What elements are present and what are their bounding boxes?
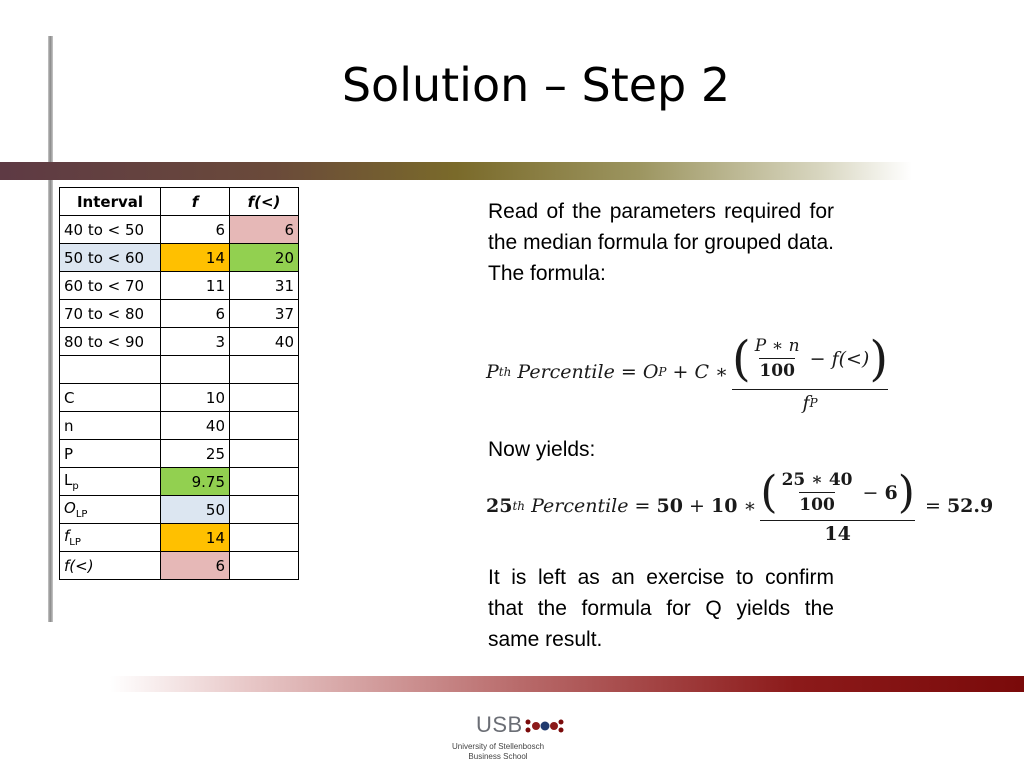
cell-fcum: 31 (230, 272, 299, 300)
cell-f: 14 (161, 244, 230, 272)
cell-empty (230, 524, 299, 552)
param-symbol: L (64, 471, 73, 489)
param-value: 6 (161, 552, 230, 580)
param-label (60, 496, 161, 524)
frequency-table (59, 187, 299, 580)
formula-c: C (694, 361, 710, 383)
formula-denominator: 14 (760, 520, 915, 545)
left-paren: ( (732, 330, 751, 387)
param-label: C (60, 384, 161, 412)
header-f: f (161, 188, 230, 216)
param-symbol: O (64, 499, 76, 517)
num-times: ∗ (771, 336, 784, 356)
param-row-olp (60, 496, 299, 524)
formula-c-value: 10 (710, 495, 738, 517)
param-symbol: f (64, 527, 70, 545)
cell-interval: 80 to < 90 (60, 328, 161, 356)
param-value: 14 (161, 524, 230, 552)
formula-inner-fraction (782, 470, 853, 515)
num-minus: − (809, 347, 826, 370)
title-divider-stripe (0, 162, 912, 180)
cell-f: 6 (161, 216, 230, 244)
num-p: P (754, 336, 767, 356)
num-6: 6 (884, 481, 898, 504)
den-f: f (802, 391, 810, 414)
cell-empty (161, 356, 230, 384)
cell-empty (230, 468, 299, 496)
param-row-fcum (60, 552, 299, 580)
cell-empty (230, 552, 299, 580)
logo-line-1: University of Stellenbosch (451, 742, 545, 751)
right-paren: ) (897, 467, 915, 518)
formula-equals-2: = (924, 495, 941, 517)
num-minus: − (862, 481, 879, 504)
cell-empty (60, 356, 161, 384)
formula-numerator (732, 331, 888, 389)
percentile-formula-specific (486, 466, 994, 546)
slide-title: Solution – Step 2 (341, 58, 731, 112)
formula-percentile: Percentile (531, 495, 629, 517)
num-n: n (788, 336, 800, 356)
cell-interval: 70 to < 80 (60, 300, 161, 328)
num-f-less: f(<) (831, 347, 870, 370)
formula-times: ∗ (743, 495, 757, 517)
table-row-empty (60, 356, 299, 384)
den-sub: P (809, 395, 818, 410)
table-row-median-class (60, 244, 299, 272)
formula-p: P (486, 361, 499, 383)
param-label (60, 468, 161, 496)
param-row-c (60, 384, 299, 412)
formula-main-fraction (760, 467, 915, 545)
formula-numerator (760, 467, 915, 520)
inner-numerator (755, 336, 800, 358)
logo-dots-icon (524, 715, 564, 737)
num-25: 25 (781, 470, 806, 490)
cell-empty (230, 384, 299, 412)
cell-interval: 60 to < 70 (60, 272, 161, 300)
param-label (60, 524, 161, 552)
cell-fcum: 6 (230, 216, 299, 244)
formula-plus: + (689, 495, 705, 517)
formula-inner-fraction (755, 336, 800, 381)
intro-paragraph: Read of the parameters required for the median formula for grouped data. The formula: (488, 200, 834, 285)
usb-logo (428, 712, 568, 764)
formula-th: th (512, 499, 526, 513)
formula-th: th (498, 365, 512, 379)
now-yields-label: Now yields: (488, 438, 596, 461)
formula-result: 52.9 (946, 495, 994, 517)
formula-o-value: 50 (656, 495, 683, 517)
percentile-formula-general (486, 322, 906, 422)
formula-percentile: Percentile (517, 361, 615, 383)
table-row (60, 328, 299, 356)
formula-main-fraction (732, 331, 888, 414)
param-value: 25 (161, 440, 230, 468)
table-row (60, 300, 299, 328)
formula-equals: = (620, 361, 637, 383)
num-times: ∗ (811, 470, 823, 490)
formula-o-sub: P (658, 365, 667, 379)
cell-empty (230, 440, 299, 468)
header-interval: Interval (60, 188, 161, 216)
table-row (60, 272, 299, 300)
formula-equals: = (634, 495, 651, 517)
param-label: n (60, 412, 161, 440)
cell-empty (230, 496, 299, 524)
header-fcum: f(<) (230, 188, 299, 216)
cell-f: 11 (161, 272, 230, 300)
formula-plus: + (672, 361, 689, 383)
cell-f: 6 (161, 300, 230, 328)
param-label: P (60, 440, 161, 468)
cell-fcum: 37 (230, 300, 299, 328)
right-paren: ) (869, 330, 889, 387)
formula-o: O (642, 361, 659, 383)
param-row-n (60, 412, 299, 440)
inner-numerator (782, 470, 853, 492)
logo-wordmark: USB (476, 712, 523, 737)
table-header-row (60, 188, 299, 216)
left-paren: ( (760, 467, 778, 518)
param-value: 40 (161, 412, 230, 440)
exercise-paragraph: It is left as an exercise to confirm that the formula for Q yields the same result. (488, 566, 834, 651)
inner-denominator: 100 (799, 492, 835, 515)
cell-fcum: 40 (230, 328, 299, 356)
param-value: 9.75 (161, 468, 230, 496)
cell-empty (230, 356, 299, 384)
footer-divider-stripe (110, 676, 1024, 692)
table-row (60, 216, 299, 244)
formula-25: 25 (486, 495, 513, 517)
param-value: 10 (161, 384, 230, 412)
param-row-lp (60, 468, 299, 496)
logo-line-2: Business School (468, 752, 528, 761)
formula-denominator (732, 389, 888, 414)
param-value: 50 (161, 496, 230, 524)
param-label: f(<) (60, 552, 161, 580)
param-row-flp (60, 524, 299, 552)
cell-empty (230, 412, 299, 440)
cell-f: 3 (161, 328, 230, 356)
param-subscript: LP (75, 509, 88, 520)
param-row-p (60, 440, 299, 468)
cell-interval: 50 to < 60 (60, 244, 161, 272)
num-40: 40 (828, 470, 853, 490)
cell-fcum: 20 (230, 244, 299, 272)
cell-interval: 40 to < 50 (60, 216, 161, 244)
formula-times: ∗ (715, 361, 729, 383)
param-subscript: LP (69, 537, 81, 548)
left-vertical-accent-bar (48, 36, 53, 622)
param-subscript: p (72, 481, 79, 492)
inner-denominator: 100 (759, 358, 795, 381)
